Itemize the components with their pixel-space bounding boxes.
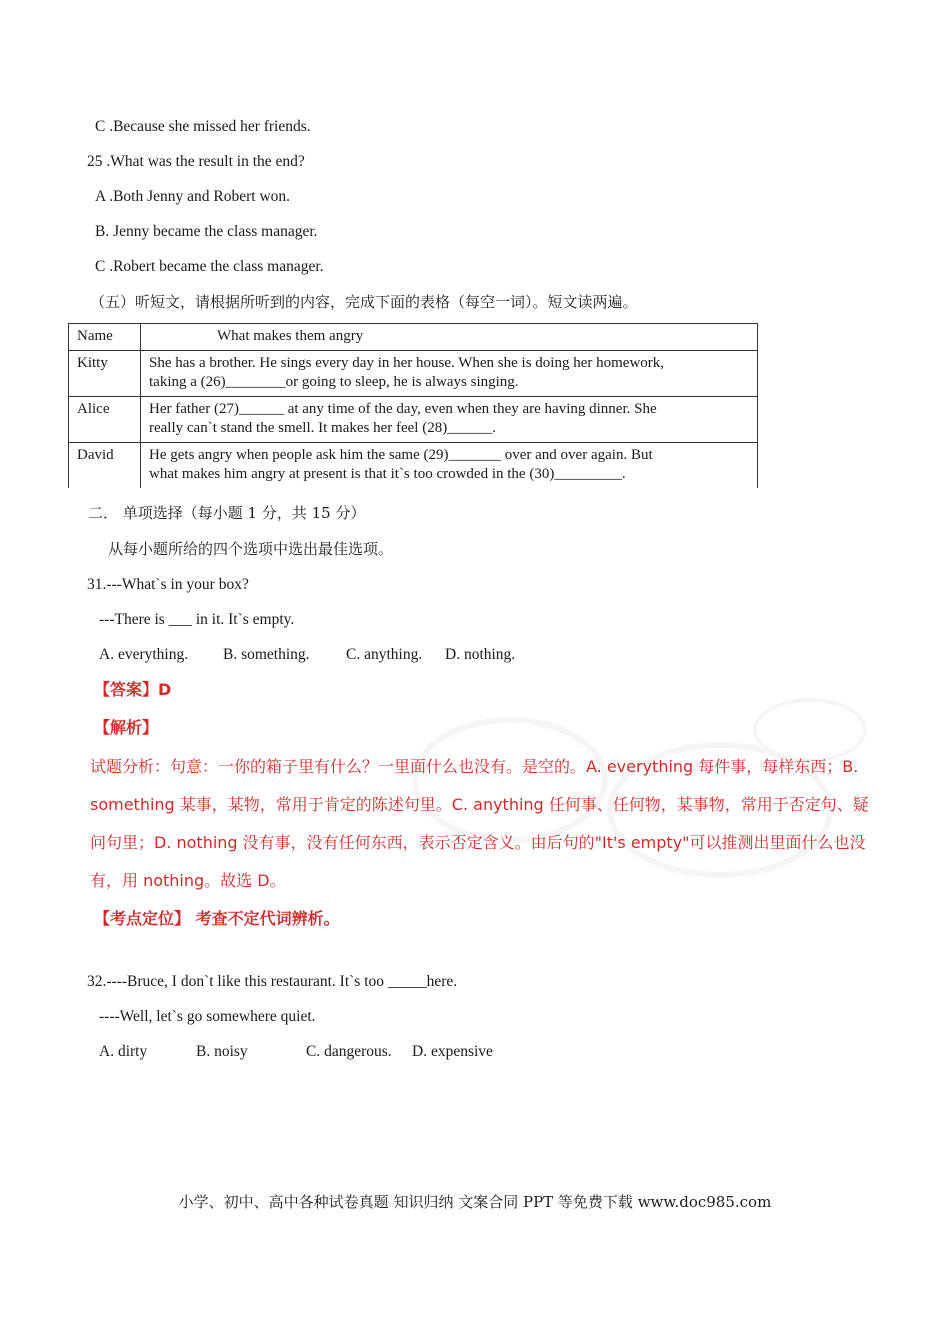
q32-option-c: C. dangerous. <box>306 1043 392 1060</box>
part2-instruction: 从每小题所给的四个选项中选出最佳选项。 <box>108 540 394 558</box>
section5-instruction: （五）听短文，请根据所听到的内容，完成下面的表格（每空一词）。短文读两遍。 <box>90 293 638 311</box>
q31-option-c: C. anything. <box>346 646 423 663</box>
q32-option-d: D. expensive <box>412 1043 493 1060</box>
row-content <box>141 397 758 443</box>
q25-option-c: C .Robert became the class manager. <box>95 258 324 275</box>
row-content-line: what makes him angry at present is that it`s too crowded in the (30)_________. <box>149 466 626 482</box>
header-content-label: What makes them angry <box>217 328 364 344</box>
part2-title: 二． 单项选择（每小题 1 分，共 15 分） <box>88 504 366 522</box>
q25-option-b: B. Jenny became the class manager. <box>95 223 318 240</box>
answer-label: 【答案】D <box>94 680 172 699</box>
analysis-line: 有，用 nothing。故选 D。 <box>90 871 286 890</box>
row-content-line: really can`t stand the smell. It makes her feel (28)______. <box>149 420 496 436</box>
listening-table <box>68 323 758 488</box>
q25-question: 25 .What was the result in the end? <box>87 153 305 170</box>
q31-option-a: A. everything. <box>99 646 189 663</box>
q24-option-c: C .Because she missed her friends. <box>95 118 311 135</box>
q31-option-d: D. nothing. <box>445 646 516 663</box>
table-row <box>69 397 758 443</box>
table-row <box>69 443 758 489</box>
analysis-line: 试题分析：句意：一你的箱子里有什么？一里面什么也没有。是空的。A. everything 每件事，每样东西；B. <box>90 757 859 776</box>
table-header-row <box>69 324 758 351</box>
q25-option-a: A .Both Jenny and Robert won. <box>95 188 291 205</box>
row-content-line: Her father (27)______ at any time of the day, even when they are having dinner. She <box>149 401 657 417</box>
analysis-line: something 某事，某物，常用于肯定的陈述句里。C. anything 任何事、任何物，某事物，常用于否定句、疑 <box>90 795 869 814</box>
header-content <box>141 324 758 351</box>
q32-option-a: A. dirty <box>99 1043 148 1060</box>
row-name: David <box>69 443 141 489</box>
page-footer: 小学、初中、高中各种试卷真题 知识归纳 文案合同 PPT 等免费下载 www.doc985.com <box>178 1193 772 1211</box>
row-content-line: taking a (26)________or going to sleep, he is always singing. <box>149 374 519 390</box>
row-content <box>141 351 758 397</box>
q32-question: 32.----Bruce, I don`t like this restaurant. It`s too _____here. <box>87 973 458 990</box>
header-name: Name <box>69 324 141 351</box>
analysis-line: 问句里；D. nothing 没有事，没有任何东西，表示否定含义。由后句的"It's empty"可以推测出里面什么也没 <box>90 833 866 852</box>
q32-option-b: B. noisy <box>196 1043 248 1060</box>
row-content-line: She has a brother. He sings every day in her house. When she is doing her homework, <box>149 355 665 371</box>
analysis-label: 【解析】 <box>94 718 159 737</box>
table-row <box>69 351 758 397</box>
row-name: Alice <box>69 397 141 443</box>
row-content-line: He gets angry when people ask him the same (29)_______ over and over again. But <box>149 447 653 463</box>
q31-question: 31.---What`s in your box? <box>87 576 249 593</box>
q31-option-b: B. something. <box>223 646 310 663</box>
row-name: Kitty <box>69 351 141 397</box>
point-label: 【考点定位】 考查不定代词辨析。 <box>94 909 340 928</box>
q31-response: ---There is ___ in it. It`s empty. <box>99 611 295 628</box>
q32-response: ----Well, let`s go somewhere quiet. <box>99 1008 316 1025</box>
row-content <box>141 443 758 489</box>
